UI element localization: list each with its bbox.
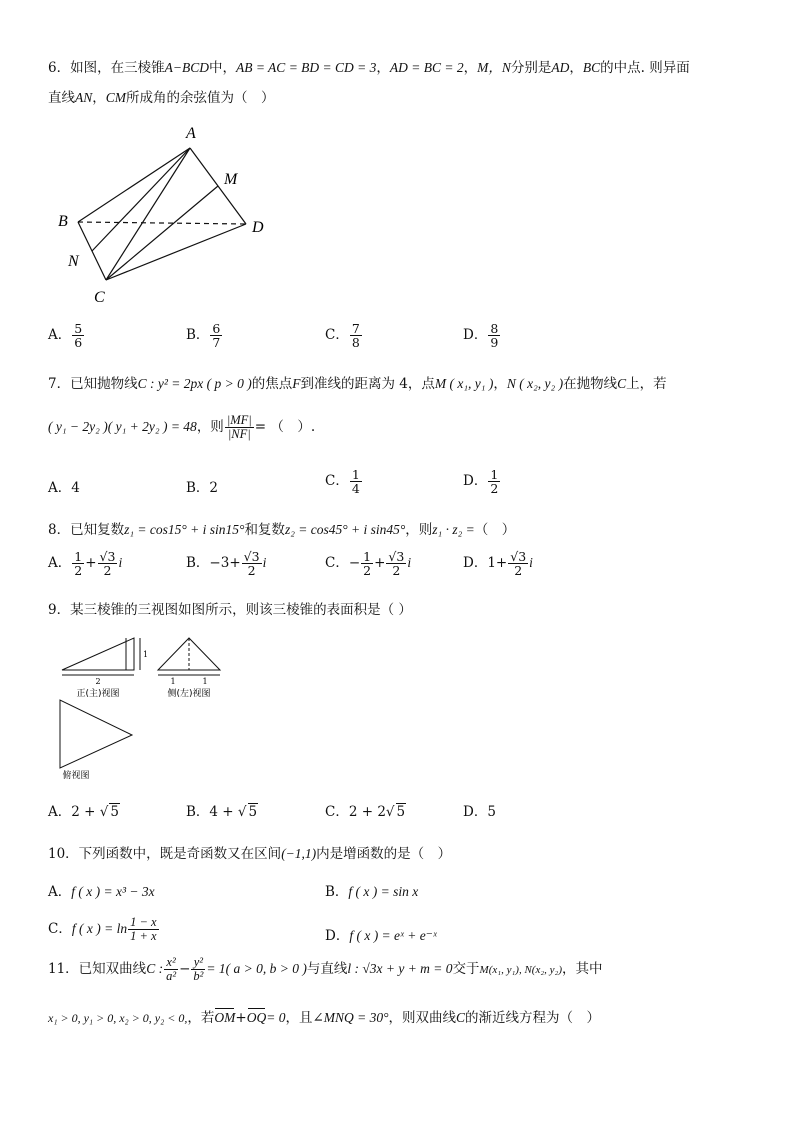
q10-option-a[interactable] <box>48 880 155 900</box>
q7-option-d[interactable] <box>463 468 501 495</box>
denominator: a² <box>166 969 177 984</box>
q11-line1 <box>48 956 603 983</box>
option-label: B． <box>186 804 210 820</box>
denominator: 7 <box>212 335 221 351</box>
denominator: 2 <box>247 563 256 579</box>
plus: + <box>85 555 97 572</box>
edge-ab <box>78 148 190 222</box>
option-text: 4 <box>71 480 80 496</box>
fraction <box>242 550 262 577</box>
denominator: 1 + x <box>130 929 157 944</box>
q6-ad: AD <box>551 60 570 75</box>
fraction <box>164 956 178 983</box>
q7-text: ，则 <box>196 419 224 436</box>
q9-stem: 9．某三棱锥的三视图如图所示，则该三棱锥的表面积是（ ） <box>48 602 412 618</box>
segment-cm <box>106 186 218 280</box>
numerator: √3 <box>243 549 260 564</box>
q6-an: AN <box>75 90 93 105</box>
option-label: C． <box>325 327 349 344</box>
q7-point-n: N ( x₂, y₂ ) <box>506 376 564 391</box>
numerator: |MF| <box>226 413 252 427</box>
numerator: 5 <box>74 321 83 336</box>
q11-text: 交于 <box>452 961 480 978</box>
side-view-label: 侧(左)视图 <box>167 689 211 699</box>
numerator: x² <box>164 956 178 970</box>
numerator: 7 <box>351 321 360 336</box>
imaginary-unit: i <box>529 555 533 571</box>
fraction <box>488 322 500 349</box>
q8-text: 8．已知复数 <box>48 522 125 538</box>
edge-ac <box>106 148 190 280</box>
q7-curve: C <box>617 376 627 391</box>
q7-text: 7．已知抛物线 <box>48 376 138 392</box>
q8-option-b[interactable] <box>186 550 266 577</box>
denominator: 4 <box>351 481 360 497</box>
numerator: 1 <box>363 549 372 564</box>
q7-sep: ， <box>493 376 507 392</box>
q6-cm: CM <box>105 90 127 105</box>
label-n: N <box>68 253 79 270</box>
fraction <box>72 322 84 349</box>
q6-sep: ， <box>569 60 583 76</box>
imaginary-unit: i <box>118 555 123 571</box>
q6-sep: ， <box>92 90 106 106</box>
numerator: 6 <box>212 321 221 336</box>
denominator: b² <box>193 969 204 984</box>
minus: − <box>179 961 191 978</box>
option-pre: 2 + 2 <box>348 804 386 820</box>
option-label: D． <box>463 555 488 572</box>
top-view-triangle <box>60 700 132 768</box>
q6-text: 所成角的余弦值为（ ） <box>126 90 275 106</box>
fraction <box>72 550 84 577</box>
label-m: M <box>224 171 238 188</box>
radicand: 5 <box>110 804 119 820</box>
denominator: 6 <box>74 335 83 351</box>
fraction <box>128 916 158 943</box>
option-label: A． <box>48 327 72 344</box>
label-b: B <box>58 213 68 230</box>
option-label: C． <box>48 921 72 938</box>
option-label: A． <box>48 480 72 496</box>
fraction <box>386 550 406 577</box>
q6-stem-text: 6．如图，在三棱锥 <box>48 60 165 76</box>
q6-tetrahedron-figure <box>50 120 290 310</box>
q7-condition: ( y₁ − 2y₂ )( y₁ + 2y₂ ) = 48 <box>48 419 197 435</box>
q10-option-b[interactable] <box>325 880 418 900</box>
q6-points-mn: M，N <box>477 60 511 75</box>
numerator: 1 <box>74 549 83 564</box>
option-label: C． <box>325 555 349 572</box>
numerator: y² <box>191 956 205 970</box>
option-label: B． <box>186 327 210 344</box>
numerator: 1 <box>351 467 360 482</box>
q11-text: ，且 <box>285 1010 313 1026</box>
q8-text: （ ） <box>474 522 516 538</box>
q10-option-d[interactable] <box>325 924 437 944</box>
q11-condition: = 1( a > 0, b > 0 ) <box>206 961 307 977</box>
dim-1-height: 1 <box>143 650 149 659</box>
vector-om: OM <box>214 1010 236 1025</box>
option-label: B． <box>325 884 349 900</box>
q8-text: 和复数 <box>244 522 285 538</box>
q6-bc: BC <box>582 60 601 75</box>
q7-text: 上，若 <box>626 376 667 392</box>
top-view-label: 俯视图 <box>62 771 90 780</box>
option-label: A． <box>48 804 72 820</box>
denominator: |NF| <box>227 427 251 442</box>
q6-text: 分别是 <box>510 60 552 76</box>
fraction <box>210 322 222 349</box>
q11-text: ，则双曲线 <box>388 1010 457 1026</box>
denominator: 8 <box>351 335 360 351</box>
q11-angle: ∠MNQ = 30° <box>312 1010 389 1025</box>
numerator: 8 <box>490 321 499 336</box>
q6-sep: ， <box>376 60 390 76</box>
q6-sep: ， <box>463 60 478 76</box>
q9-option-a[interactable]: A．2 + √ 5 <box>48 804 119 820</box>
q7-focus: F <box>292 376 301 391</box>
plus: + <box>374 555 386 572</box>
imaginary-unit: i <box>407 555 412 571</box>
q8-z1: z₁ = cos15° + i sin15° <box>124 522 245 537</box>
q7-parabola: C : y² = 2px ( p > 0 ) <box>137 376 252 391</box>
q11-zero: = 0 <box>266 1010 286 1025</box>
option-label: D． <box>325 928 350 944</box>
option-pre: 4 + <box>209 804 238 820</box>
fraction <box>191 956 205 983</box>
q10-text: 内是增函数的是（ ） <box>316 846 452 862</box>
q7-line1 <box>48 372 667 392</box>
numerator: 1 <box>490 467 499 482</box>
q6-text: 的中点. 则异面 <box>600 60 690 76</box>
q6-text: 中， <box>208 60 236 76</box>
option-text: 2 <box>209 480 219 496</box>
q6-equation-1: AB = AC = BD = CD = 3 <box>235 60 377 75</box>
q6-equation-2: AD = BC = 2 <box>389 60 464 75</box>
label-d: D <box>252 219 264 236</box>
option-label: A． <box>48 884 72 900</box>
numerator: √3 <box>99 549 116 564</box>
q10-interval: (−1,1) <box>281 846 317 861</box>
q11-text: ，若 <box>187 1010 215 1026</box>
dim-1-right: 1 <box>202 677 208 686</box>
option-label: D． <box>463 804 488 820</box>
q10-option-c[interactable] <box>48 916 160 943</box>
q9-three-views <box>52 630 242 780</box>
denominator: 2 <box>490 481 499 497</box>
option-pre: 5 <box>487 804 496 820</box>
q8-option-d[interactable] <box>463 550 533 577</box>
fraction <box>508 550 528 577</box>
option-label: D． <box>463 473 488 490</box>
q11-text: 与直线 <box>306 961 348 978</box>
denominator: 2 <box>363 563 372 579</box>
label-a: A <box>186 125 196 142</box>
option-label: C． <box>325 804 349 820</box>
dim-2: 2 <box>95 677 101 686</box>
option-pre: 2 + <box>71 804 100 820</box>
numerator: 1 − x <box>130 915 157 929</box>
q7-text: = （ ）. <box>254 419 316 436</box>
option-text: f ( x ) = x³ − 3x <box>71 884 155 899</box>
option-text: f ( x ) = sin x <box>348 884 419 899</box>
q9-option-b[interactable]: B．4 + √ 5 <box>186 804 258 820</box>
front-view-label: 正(主)视图 <box>76 689 120 699</box>
q10-text: 10．下列函数中，既是奇函数又在区间 <box>48 846 282 862</box>
radicand: 5 <box>396 804 406 820</box>
q11-text: 的渐近线方程为（ ） <box>465 1010 601 1026</box>
q11-line2 <box>48 1006 600 1026</box>
q6-option-c[interactable] <box>325 322 363 349</box>
q7-text: 到准线的距离为 4，点 <box>300 376 435 392</box>
fraction <box>350 468 362 495</box>
q8-option-a[interactable] <box>48 550 122 577</box>
q11-text: ，其中 <box>562 961 603 978</box>
q7-line2 <box>48 414 315 441</box>
label-c: C <box>94 289 105 306</box>
fraction <box>361 550 373 577</box>
q6-tetrahedron: A−BCD <box>164 60 209 75</box>
option-label: D． <box>463 327 488 344</box>
denominator: 2 <box>514 563 523 579</box>
q7-text: 在抛物线 <box>563 376 618 392</box>
q11-points: M(x₁, y₁), N(x₂, y₂) <box>479 964 563 977</box>
denominator: 2 <box>103 563 112 579</box>
q6-option-b[interactable] <box>186 322 223 349</box>
segment-an <box>92 148 190 251</box>
fraction <box>98 550 118 577</box>
q8-product: z₁ · z₂ = <box>432 522 475 537</box>
option-label: B． <box>186 555 210 572</box>
radicand: 5 <box>248 804 258 820</box>
vector-oq: OQ <box>246 1010 267 1025</box>
denominator: 2 <box>392 563 401 579</box>
denominator: 9 <box>490 335 499 351</box>
q6-option-a[interactable] <box>48 322 85 349</box>
option-label: A． <box>48 555 72 572</box>
fraction <box>488 468 500 495</box>
q7-option-c[interactable] <box>325 468 363 495</box>
q11-coordinates: x₁ > 0, y₁ > 0, x₂ > 0, y₂ < 0, <box>48 1011 188 1025</box>
q7-option-b[interactable] <box>186 476 218 496</box>
dim-1-left: 1 <box>170 677 176 686</box>
q9-option-c[interactable]: C．2 + 2√ 5 <box>325 804 406 820</box>
q7-point-m: M ( x₁, y₁ ) <box>434 376 494 391</box>
q7-ratio <box>225 414 254 441</box>
q6-line2 <box>48 86 275 106</box>
q8-line1 <box>48 518 515 538</box>
q9-option-d[interactable] <box>463 800 496 820</box>
edge-cd <box>106 224 246 280</box>
edge-bd-hidden <box>78 222 246 224</box>
option-label: C． <box>325 473 349 490</box>
q11-curve: C : <box>146 961 164 977</box>
option-pre: −3+ <box>209 555 241 572</box>
q7-option-a[interactable] <box>48 476 80 496</box>
option-label: B． <box>186 480 210 496</box>
option-pre: − <box>348 555 361 572</box>
q6-option-d[interactable] <box>463 322 501 349</box>
q6-line1 <box>48 56 690 76</box>
option-text: f ( x ) = eˣ + e⁻ˣ <box>349 928 437 943</box>
q8-text: ，则 <box>405 522 433 538</box>
plus: + <box>235 1010 247 1026</box>
option-text: f ( x ) = ln <box>71 921 128 937</box>
q11-text: 11．已知双曲线 <box>48 961 147 978</box>
denominator: 2 <box>74 563 83 579</box>
q6-text: 直线 <box>48 90 75 106</box>
numerator: √3 <box>510 549 527 564</box>
q8-z2: z₂ = cos45° + i sin45° <box>284 522 406 537</box>
q7-text: 的焦点 <box>251 376 293 392</box>
q11-line: l : √3x + y + m = 0 <box>347 961 453 977</box>
front-view-triangle <box>62 638 134 670</box>
q11-curve: C <box>456 1010 466 1025</box>
q8-option-c[interactable] <box>325 550 411 577</box>
fraction <box>350 322 362 349</box>
option-pre: 1+ <box>487 555 508 572</box>
q10-stem <box>48 842 451 862</box>
imaginary-unit: i <box>262 555 267 571</box>
numerator: √3 <box>388 549 405 564</box>
